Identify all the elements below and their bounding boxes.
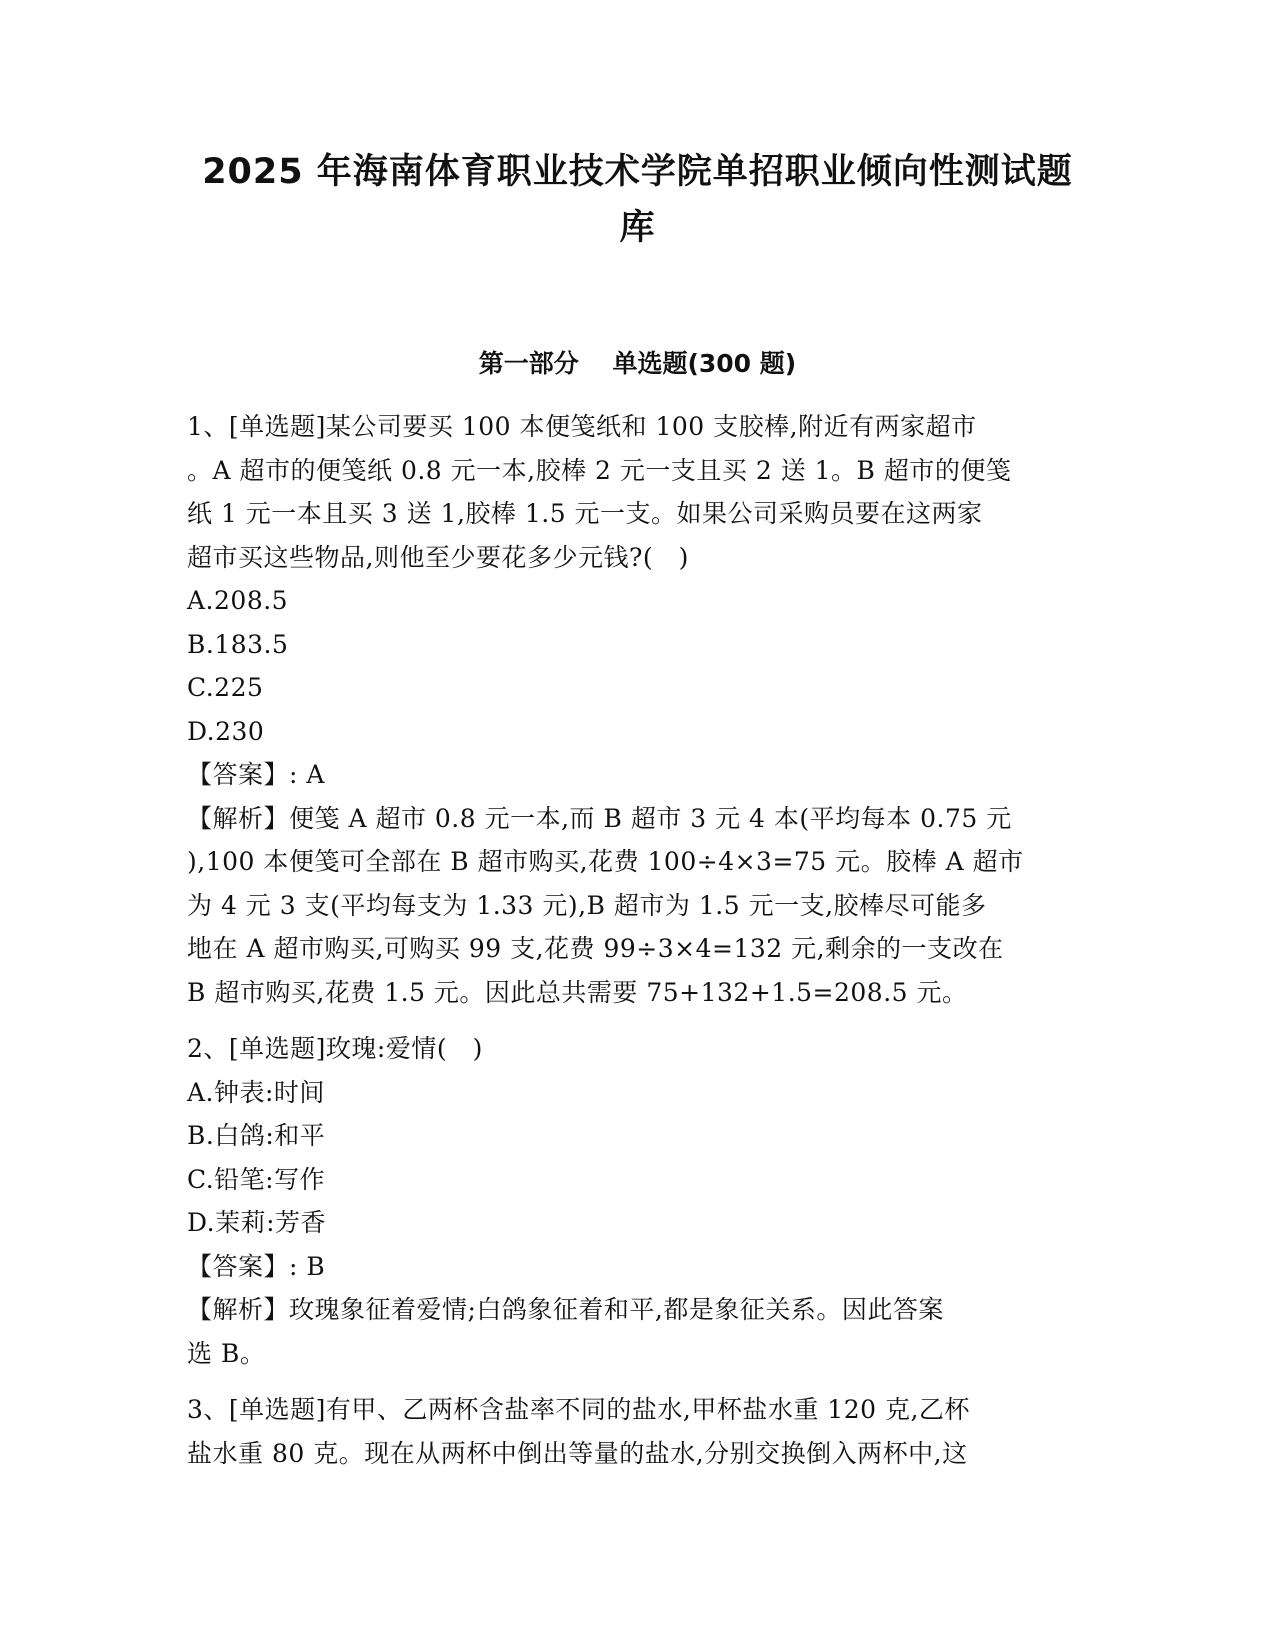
option-d: D.茉莉:芳香 [187,1208,327,1237]
option-c: C.铅笔:写作 [187,1164,326,1194]
question-list [187,405,1087,1475]
title-line: 2025 年海南体育职业技术学院单招职业倾向性测试题 [202,152,1073,192]
question-item [187,1388,1087,1475]
option-d: D.230 [187,716,265,746]
answer-line: 【答案】: B [187,1251,326,1281]
section-heading: 第一部分 单选题(300 题) [478,349,797,378]
analysis-line: 选 B。 [187,1338,266,1368]
title-line: 库 [619,208,656,248]
analysis-line: 【解析】便笺 A 超市 0.8 元一本,而 B 超市 3 元 4 本(平均每本 0.75 元 [187,803,1012,833]
question-stem-line: 3、[单选题]有甲、乙两杯含盐率不同的盐水,甲杯盐水重 120 克,乙杯 [187,1395,970,1424]
analysis-line: ),100 本便笺可全部在 B 超市购买,花费 100÷4×3=75 元。胶棒 A 超市 [187,847,1024,876]
option-a: A.208.5 [187,586,289,615]
option-a: A.钟表:时间 [187,1077,325,1107]
analysis-line: 为 4 元 3 支(平均每支为 1.33 元),B 超市为 1.5 元一支,胶棒尽可能多 [187,890,987,920]
document-title [150,144,1125,256]
question-stem-line: 。A 超市的便笺纸 0.8 元一本,胶棒 2 元一支且买 2 送 1。B 超市的便笺 [187,455,1012,485]
question-stem-line: 超市买这些物品,则他至少要花多少元钱?( ) [187,542,689,572]
question-item [187,1027,1087,1375]
question-spacer [187,1375,1087,1388]
option-c: C.225 [187,673,264,702]
option-b: B.183.5 [187,629,289,659]
analysis-line: 地在 A 超市购买,可购买 99 支,花费 99÷3×4=132 元,剩余的一支改在 [187,934,1004,963]
question-item [187,405,1087,1014]
question-stem-line: 2、[单选题]玫瑰:爱情( ) [187,1034,483,1063]
analysis-line: B 超市购买,花费 1.5 元。因此总共需要 75+132+1.5=208.5 元。 [187,977,968,1007]
option-b: B.白鸽:和平 [187,1121,326,1150]
analysis-line: 【解析】玫瑰象征着爱情;白鸽象征着和平,都是象征关系。因此答案 [187,1295,944,1324]
question-spacer [187,1014,1087,1027]
question-stem-line: 纸 1 元一本且买 3 送 1,胶棒 1.5 元一支。如果公司采购员要在这两家 [187,499,983,528]
answer-line: 【答案】: A [187,760,325,789]
question-stem-line: 1、[单选题]某公司要买 100 本便笺纸和 100 支胶棒,附近有两家超市 [187,412,977,441]
question-stem-line: 盐水重 80 克。现在从两杯中倒出等量的盐水,分别交换倒入两杯中,这 [187,1438,968,1468]
